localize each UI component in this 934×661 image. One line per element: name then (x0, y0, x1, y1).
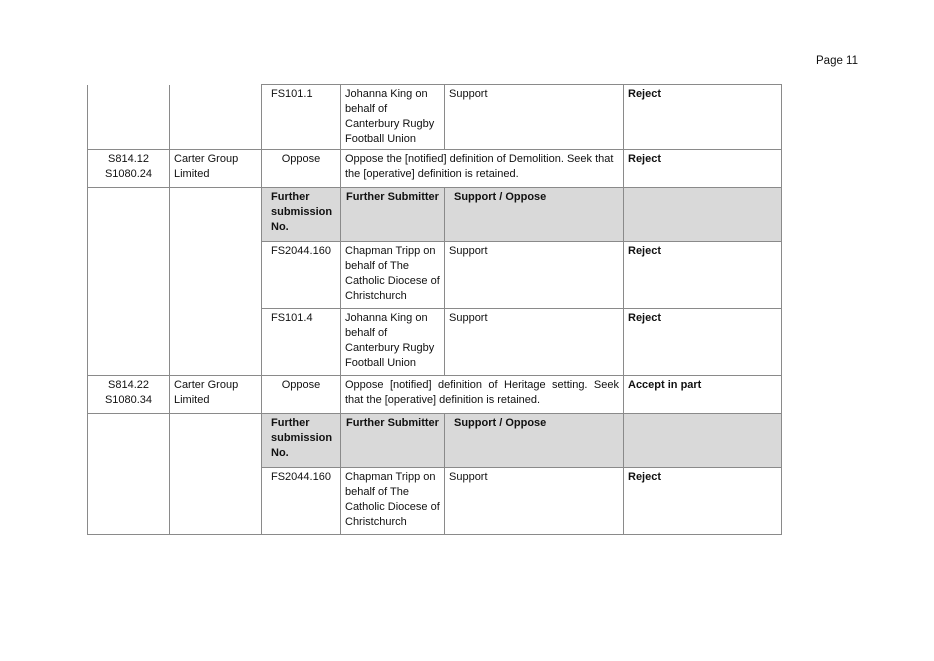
further-submitter: Chapman Tripp on behalf of The Catholic Diocese of Christchurch (341, 468, 445, 535)
support-oppose: Support (445, 242, 624, 309)
support-oppose: Support (445, 85, 624, 150)
further-submitter: Chapman Tripp on behalf of The Catholic Diocese of Christchurch (341, 242, 445, 309)
position: Oppose (262, 376, 341, 414)
fs-header-row (88, 414, 782, 468)
decisions-table (87, 84, 782, 535)
submitter: Carter Group Limited (170, 150, 262, 188)
header-fs-no: Further submission No. (262, 414, 341, 468)
header-support-oppose: Support / Oppose (445, 188, 624, 242)
position: Oppose (262, 150, 341, 188)
decision: Reject (624, 468, 782, 535)
summary: Oppose the [notified] definition of Demolition. Seek that the [operative] definition is retained. (341, 150, 624, 188)
fs-number: FS2044.160 (262, 468, 341, 535)
table-row (88, 376, 782, 414)
submission-id: S814.22 S1080.34 (88, 376, 170, 414)
support-oppose: Support (445, 468, 624, 535)
further-submitter: Johanna King on behalf of Canterbury Rugby Football Union (341, 85, 445, 150)
support-oppose: Support (445, 309, 624, 376)
table-row (88, 242, 782, 309)
fs-number: FS2044.160 (262, 242, 341, 309)
header-further-submitter: Further Submitter (341, 414, 445, 468)
decision: Reject (624, 150, 782, 188)
decision: Accept in part (624, 376, 782, 414)
header-support-oppose: Support / Oppose (445, 414, 624, 468)
fs-number: FS101.1 (262, 85, 341, 150)
fs-number: FS101.4 (262, 309, 341, 376)
further-submitter: Johanna King on behalf of Canterbury Rugby Football Union (341, 309, 445, 376)
decision: Reject (624, 309, 782, 376)
table-row (88, 150, 782, 188)
header-further-submitter: Further Submitter (341, 188, 445, 242)
table-row (88, 309, 782, 376)
table-row (88, 468, 782, 535)
header-fs-no: Further submission No. (262, 188, 341, 242)
decision: Reject (624, 242, 782, 309)
fs-header-row (88, 188, 782, 242)
decision: Reject (624, 85, 782, 150)
submission-id: S814.12 S1080.24 (88, 150, 170, 188)
table-row (88, 85, 782, 150)
summary: Oppose [notified] definition of Heritage setting. Seek that the [operative] definition is retained. (341, 376, 624, 414)
submitter: Carter Group Limited (170, 376, 262, 414)
page-number: Page 11 (816, 55, 858, 67)
